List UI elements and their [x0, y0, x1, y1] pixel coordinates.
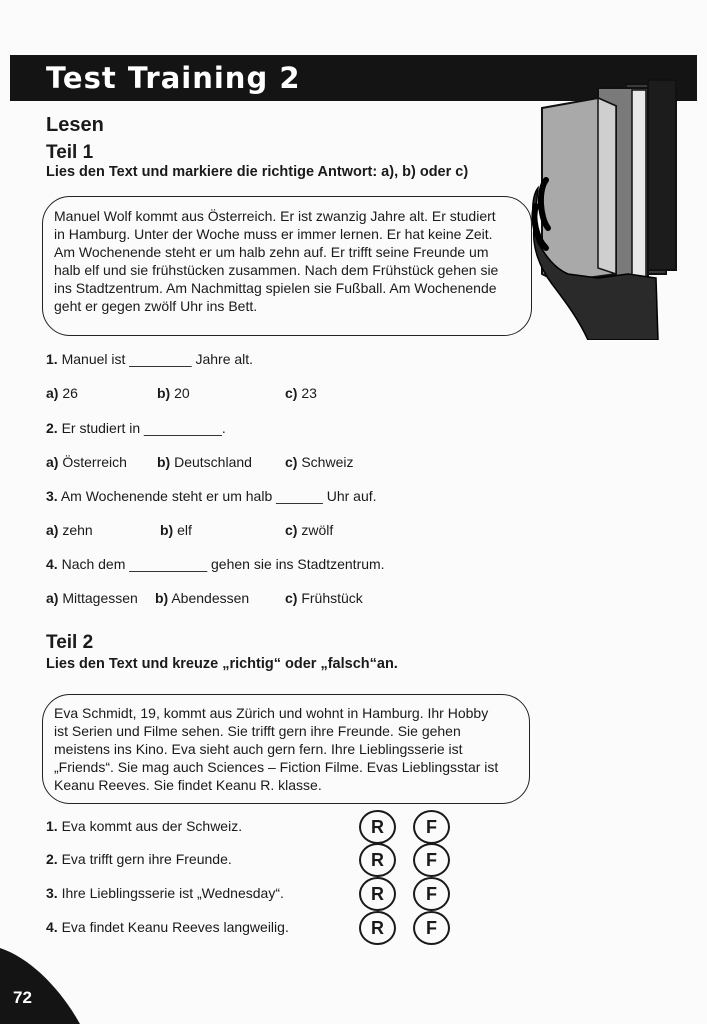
books-illustration: [528, 78, 700, 340]
text-line: Eva Schmidt, 19, kommt aus Zürich und wohnt in Hamburg. Ihr Hobby: [54, 705, 489, 721]
question: 2. Er studiert in __________.: [46, 420, 226, 436]
answer-option[interactable]: a) 26: [46, 385, 78, 401]
text-line: ins Stadtzentrum. Am Nachmittag spielen sie Fußball. Am Wochenende: [54, 280, 497, 296]
question: 1. Manuel ist ________ Jahre alt.: [46, 351, 254, 367]
statement: 2. Eva trifft gern ihre Freunde.: [46, 851, 232, 867]
text-line: Keanu Reeves. Sie findet Keanu R. klasse.: [54, 777, 322, 793]
text-line: halb elf und sie frühstücken zusammen. Nach dem Frühstück gehen sie: [54, 262, 499, 278]
answer-option[interactable]: a) Österreich: [46, 454, 127, 470]
richtig-circle[interactable]: R: [359, 843, 396, 877]
answer-option[interactable]: c) zwölf: [285, 522, 334, 538]
answer-option[interactable]: a) zehn: [46, 522, 93, 538]
teil2-instruction: Lies den Text und kreuze „richtig“ oder „falsch“an.: [46, 656, 398, 672]
text-line: meistens ins Kino. Eva sieht auch gern fern. Ihre Lieblingsserie ist: [54, 741, 463, 757]
answer-option[interactable]: b) elf: [160, 522, 192, 538]
text-line: geht er gegen zwölf Uhr ins Bett.: [54, 298, 258, 314]
teil2-heading: Teil 2: [46, 632, 94, 653]
falsch-circle[interactable]: F: [413, 877, 450, 911]
answer-option[interactable]: b) 20: [157, 385, 190, 401]
text-line: Am Wochenende steht er um halb zehn auf. Er trifft seine Freunde um: [54, 244, 489, 260]
text-line: ist Serien und Filme sehen. Sie trifft gern ihre Freunde. Sie gehen: [54, 723, 461, 739]
teil1-text-box: [42, 196, 532, 336]
section-heading: Lesen: [46, 114, 104, 136]
answer-option[interactable]: b) Abendessen: [155, 590, 250, 606]
richtig-circle[interactable]: R: [359, 810, 396, 844]
text-line: „Friends“. Sie mag auch Sciences – Fiction Filme. Evas Lieblingsstar ist: [54, 759, 499, 775]
richtig-circle[interactable]: R: [359, 877, 396, 911]
page-title: Test Training 2: [46, 61, 301, 95]
answer-option[interactable]: c) Schweiz: [285, 454, 354, 470]
falsch-circle[interactable]: F: [413, 810, 450, 844]
falsch-circle[interactable]: F: [413, 911, 450, 945]
teil1-heading: Teil 1: [46, 142, 94, 163]
falsch-circle[interactable]: F: [413, 843, 450, 877]
statement: 3. Ihre Lieblingsserie ist „Wednesday“.: [46, 885, 284, 901]
text-line: Manuel Wolf kommt aus Österreich. Er ist zwanzig Jahre alt. Er studiert: [54, 208, 496, 224]
text-line: in Hamburg. Unter der Woche muss er immer lernen. Er hat keine Zeit.: [54, 226, 493, 242]
statement: 1. Eva kommt aus der Schweiz.: [46, 818, 243, 834]
page-number: 72: [13, 988, 32, 1007]
page-corner: [0, 948, 80, 1024]
answer-option[interactable]: b) Deutschland: [157, 454, 252, 470]
answer-option[interactable]: c) 23: [285, 385, 317, 401]
richtig-circle[interactable]: R: [359, 911, 396, 945]
question: 4. Nach dem __________ gehen sie ins Stadtzentrum.: [46, 556, 385, 572]
teil1-instruction: Lies den Text und markiere die richtige Antwort: a), b) oder c): [46, 164, 469, 180]
answer-option[interactable]: c) Frühstück: [285, 590, 363, 606]
teil2-text-box: [42, 694, 530, 804]
answer-option[interactable]: a) Mittagessen: [46, 590, 138, 606]
statement: 4. Eva findet Keanu Reeves langweilig.: [46, 919, 289, 935]
question: 3. Am Wochenende steht er um halb ______ Uhr auf.: [46, 488, 377, 504]
